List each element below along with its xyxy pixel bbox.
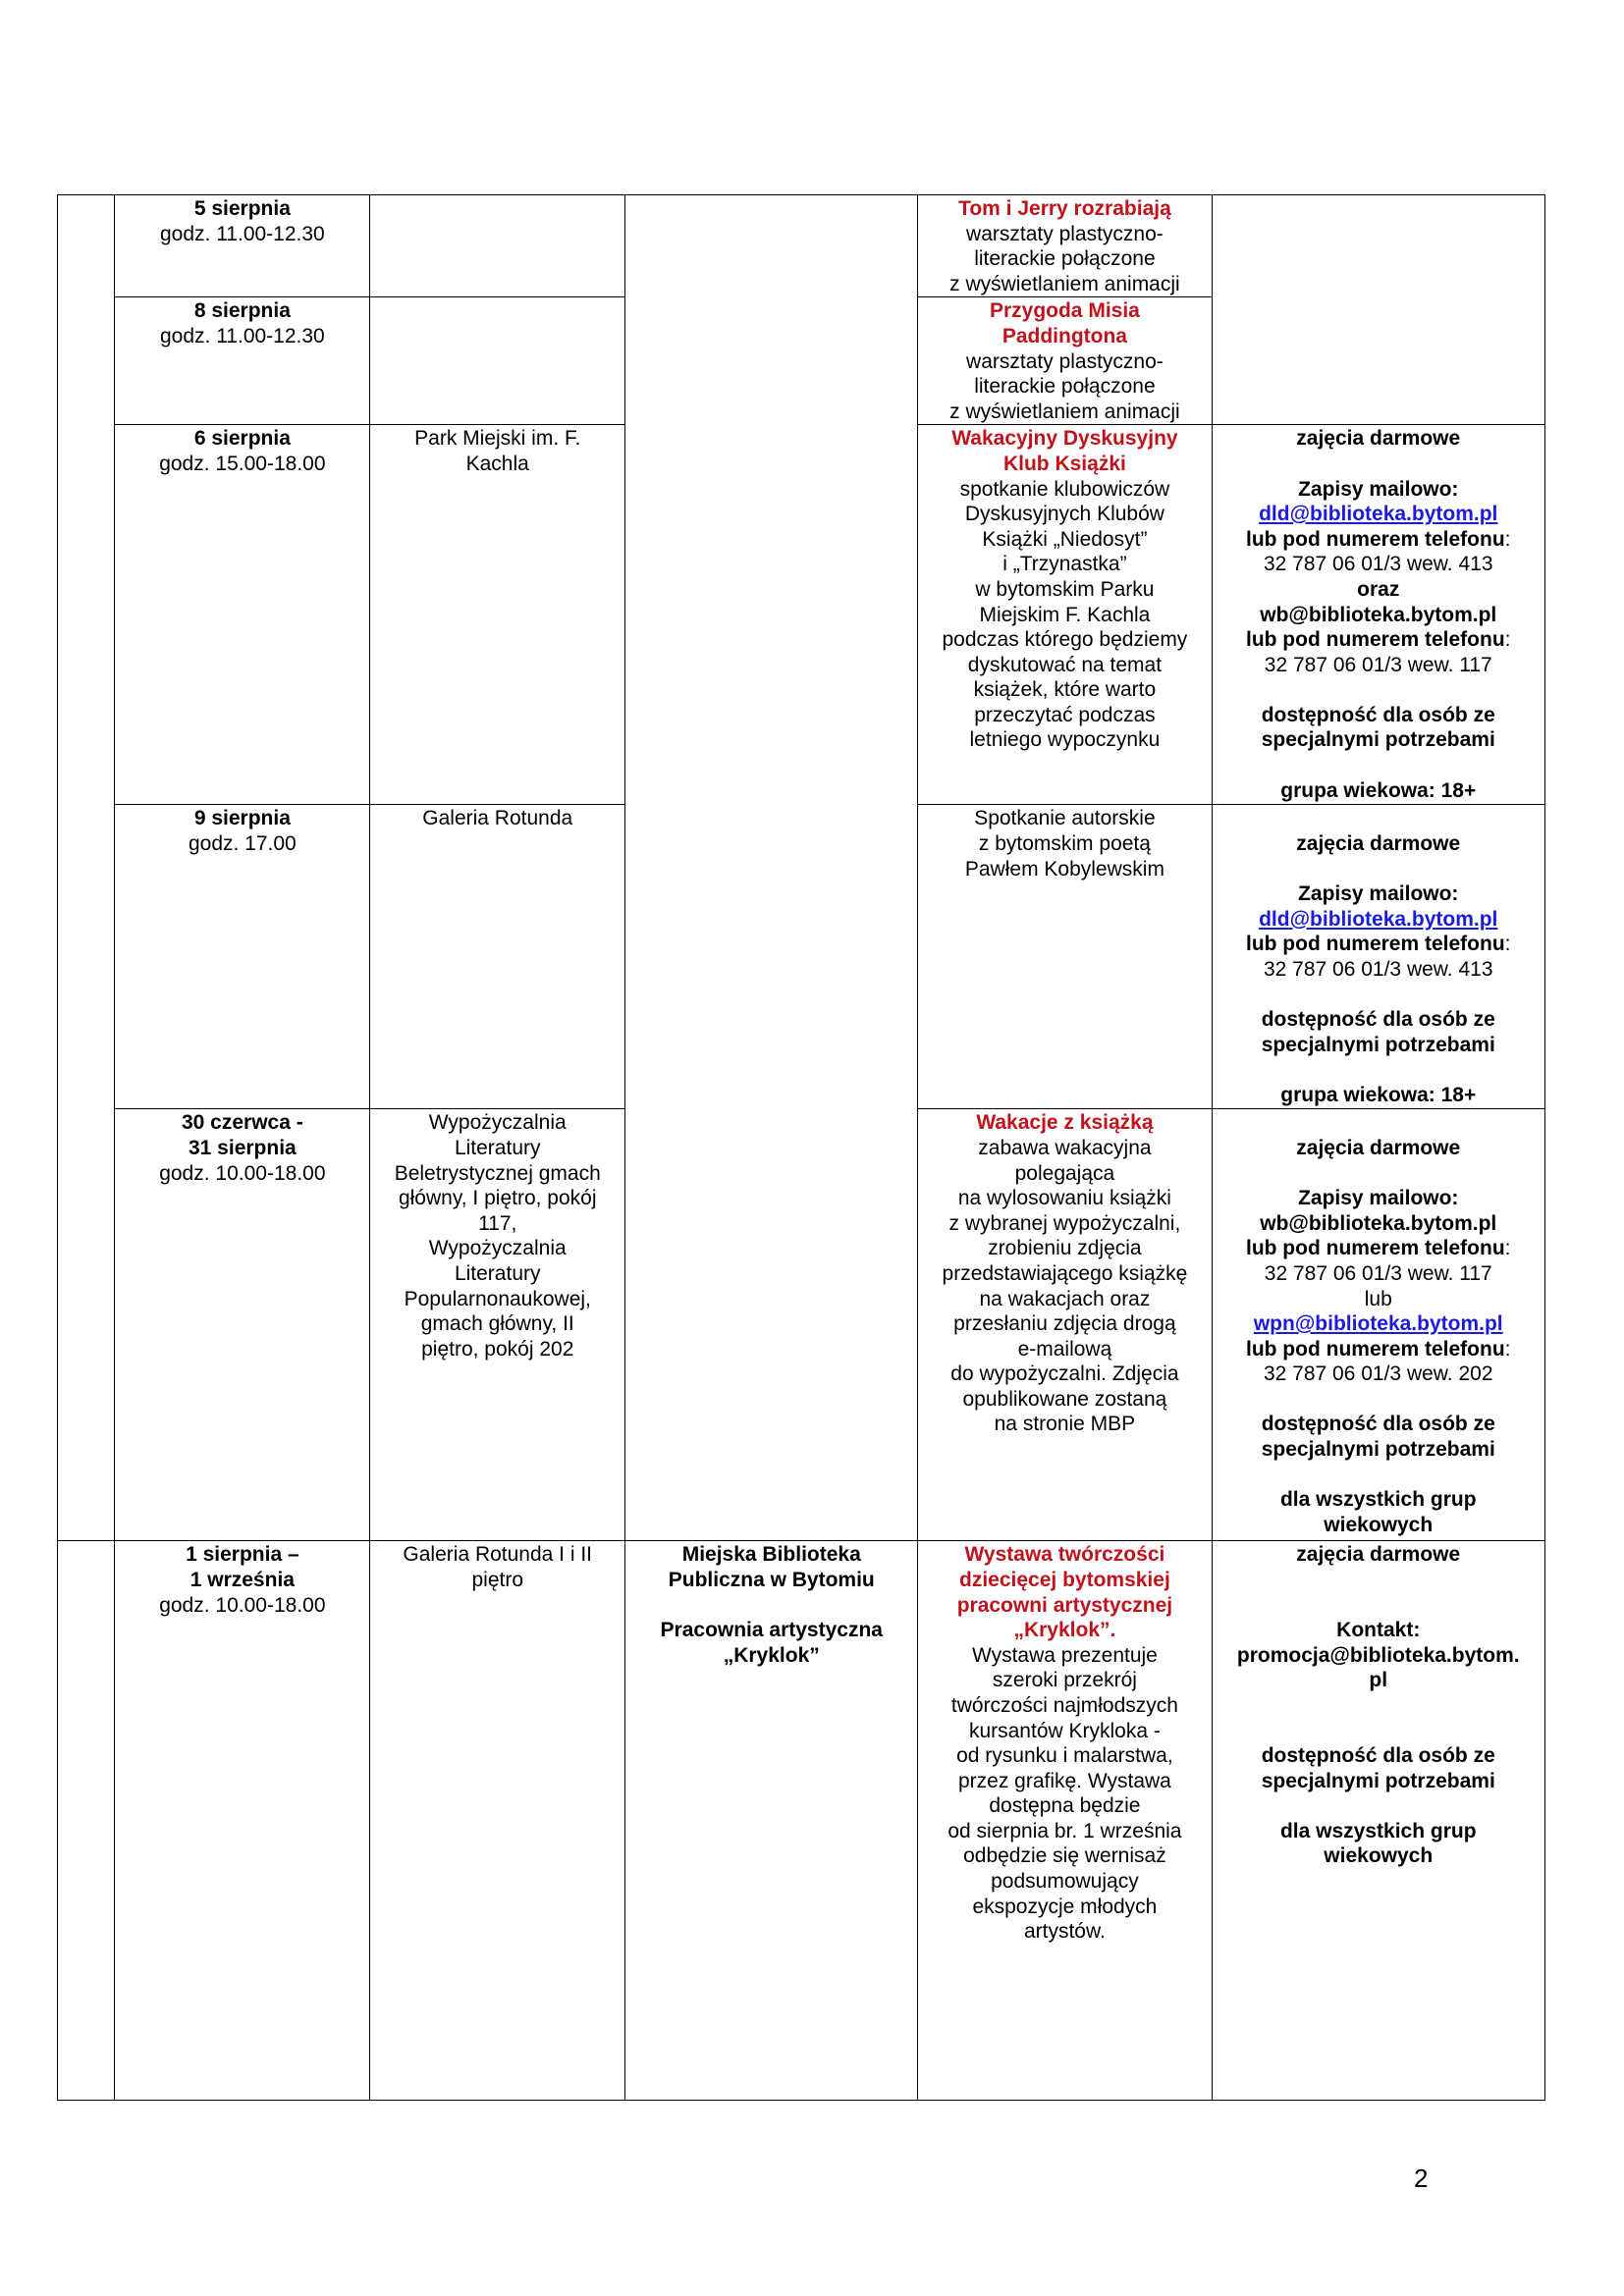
event-time: godz. 17.00 bbox=[188, 831, 297, 855]
table-row bbox=[58, 1541, 1545, 2101]
place-cell bbox=[370, 805, 625, 1109]
event-desc-line: w bytomskim Parku bbox=[975, 577, 1155, 601]
place-line: piętro bbox=[471, 1568, 523, 1591]
place-line: Beletrystycznej gmach bbox=[394, 1161, 601, 1185]
event-title: Wakacje z książką bbox=[976, 1111, 1154, 1135]
event-desc-line: od sierpnia br. 1 września bbox=[947, 1819, 1182, 1842]
email-text: wb@biblioteka.bytom.pl bbox=[1260, 603, 1497, 626]
place-line: główny, I piętro, pokój bbox=[398, 1187, 597, 1210]
event-title: Wakacyjny Dyskusyjny bbox=[951, 427, 1178, 451]
event-desc-line: twórczości najmłodszych bbox=[950, 1693, 1178, 1717]
phone-label: lub pod numerem telefonu bbox=[1245, 527, 1505, 551]
phone-number: 32 787 06 01/3 wew. 413 bbox=[1263, 553, 1493, 576]
place-line: Galeria Rotunda I i II bbox=[403, 1543, 593, 1567]
phone-label: lub pod numerem telefonu bbox=[1245, 628, 1505, 652]
place-cell bbox=[370, 195, 625, 297]
accessibility-note: specjalnymi potrzebami bbox=[1261, 1769, 1495, 1792]
phone-label: lub pod numerem telefonu bbox=[1245, 1237, 1505, 1260]
free-label: zajęcia darmowe bbox=[1296, 831, 1461, 855]
event-time: godz. 10.00-18.00 bbox=[159, 1161, 326, 1185]
event-desc-line: na stronie MBP bbox=[994, 1413, 1136, 1436]
event-desc-line: z bytomskim poetą bbox=[978, 831, 1151, 855]
event-desc-line: przedstawiającego książkę bbox=[942, 1261, 1188, 1285]
event-desc-line: przez grafikę. Wystawa bbox=[957, 1769, 1171, 1792]
event-desc-line: z wyświetlaniem animacji bbox=[949, 400, 1180, 423]
info-cell: zajęcia darmowe Zapisy mailowo: dld@biblioteka.bytom.pl lub pod numerem telefonu: 32 787 06 01/3 wew. 413 oraz wb@biblioteka.bytom.pl lub pod numerem telefonu: 32 787 06 01/3 wew. 117 dostępność dla osób ze specjalnymi potrzebami grupa wiekowa: 18+ bbox=[1212, 425, 1545, 805]
age-group: wiekowych bbox=[1324, 1844, 1434, 1868]
info-cell: zajęcia darmowe Zapisy mailowo: wb@biblioteka.bytom.pl lub pod numerem telefonu: 32 787 06 01/3 wew. 117 lub wpn@biblioteka.bytom.pl lub pod numerem telefonu: 32 787 06 01/3 wew. 202 dostępność dla osób ze specjalnymi potrzebami dla wszystkich grup wiekowych bbox=[1212, 1109, 1545, 1541]
place-cell bbox=[370, 297, 625, 425]
event-title: dziecięcej bytomskiej bbox=[959, 1568, 1170, 1591]
email-link[interactable]: wpn@biblioteka.bytom.pl bbox=[1253, 1312, 1503, 1336]
accessibility-note: dostępność dla osób ze bbox=[1261, 1744, 1495, 1768]
event-desc-line: kursantów Krykloka - bbox=[968, 1719, 1161, 1742]
free-label: zajęcia darmowe bbox=[1296, 1136, 1461, 1159]
organizer-cell bbox=[625, 1541, 918, 2101]
place-line: gmach główny, II bbox=[420, 1312, 574, 1336]
event-desc-line: dostępna będzie bbox=[989, 1794, 1141, 1818]
organizer-name: Publiczna w Bytomiu bbox=[668, 1568, 875, 1591]
event-time: godz. 10.00-18.00 bbox=[159, 1593, 326, 1617]
accessibility-note: dostępność dla osób ze bbox=[1261, 1413, 1495, 1436]
event-date: 6 sierpnia bbox=[193, 427, 291, 451]
event-desc-line: artystów. bbox=[1023, 1920, 1106, 1944]
event-title: Przygoda Misia bbox=[989, 299, 1140, 323]
accessibility-note: dostępność dla osób ze bbox=[1261, 1008, 1495, 1032]
event-desc-line: Pawłem Kobylewskim bbox=[964, 857, 1164, 881]
age-group: grupa wiekowa: 18+ bbox=[1280, 778, 1477, 802]
co-organizer-name: Pracownia artystyczna bbox=[660, 1619, 883, 1642]
table-row bbox=[58, 195, 1545, 297]
event-desc-line: do wypożyczalni. Zdjęcia bbox=[950, 1362, 1179, 1386]
organizer-name: Miejska Biblioteka bbox=[681, 1543, 861, 1567]
event-time: godz. 15.00-18.00 bbox=[159, 452, 326, 475]
event-desc-line: podczas którego będziemy bbox=[942, 628, 1188, 652]
age-group: dla wszystkich grup bbox=[1279, 1819, 1477, 1842]
accessibility-note: specjalnymi potrzebami bbox=[1261, 1033, 1495, 1056]
accessibility-note: specjalnymi potrzebami bbox=[1261, 1438, 1495, 1462]
place-cell bbox=[370, 1541, 625, 2101]
event-desc-line: Spotkanie autorskie bbox=[974, 807, 1156, 830]
place-line: Park Miejski im. F. bbox=[414, 427, 581, 451]
event-desc-line: zrobieniu zdjęcia bbox=[988, 1237, 1142, 1260]
event-desc-line: przeczytać podczas bbox=[974, 703, 1156, 726]
place-line: Popularnonaukowej, bbox=[404, 1287, 591, 1310]
event-date: 5 sierpnia bbox=[193, 197, 291, 220]
place-line: Literatury bbox=[454, 1136, 541, 1159]
event-title: Paddingtona bbox=[1001, 324, 1127, 347]
phone-number: 32 787 06 01/3 wew. 413 bbox=[1263, 957, 1493, 981]
accessibility-note: specjalnymi potrzebami bbox=[1261, 728, 1495, 752]
event-desc-line: literackie połączone bbox=[974, 375, 1156, 399]
event-desc-line: e-mailową bbox=[1017, 1337, 1112, 1361]
event-desc-line: warsztaty plastyczno- bbox=[966, 222, 1164, 245]
event-desc-line: opublikowane zostaną bbox=[962, 1387, 1167, 1411]
signup-label: Zapisy mailowo: bbox=[1298, 477, 1459, 501]
info-cell: zajęcia darmowe Zapisy mailowo: dld@biblioteka.bytom.pl lub pod numerem telefonu: 32 787 06 01/3 wew. 413 dostępność dla osób ze specjalnymi potrzebami grupa wiekowa: 18+ bbox=[1212, 805, 1545, 1109]
event-cell bbox=[918, 297, 1212, 425]
event-desc-line: Miejskim F. Kachla bbox=[979, 603, 1151, 626]
email-link[interactable]: dld@biblioteka.bytom.pl bbox=[1259, 907, 1498, 931]
place-line: Wypożyczalnia bbox=[428, 1111, 567, 1135]
event-desc-line: odbędzie się wernisaż bbox=[963, 1844, 1166, 1868]
place-line: piętro, pokój 202 bbox=[421, 1337, 574, 1361]
age-group: dla wszystkich grup bbox=[1279, 1488, 1477, 1512]
event-title: Klub Książki bbox=[1002, 452, 1126, 475]
signup-label: Zapisy mailowo: bbox=[1298, 1187, 1459, 1210]
event-desc-line: na wakacjach oraz bbox=[979, 1287, 1151, 1310]
date-cell bbox=[115, 297, 370, 425]
date-cell bbox=[115, 1109, 370, 1541]
organizer-cell bbox=[625, 195, 918, 1541]
event-time: godz. 11.00-12.30 bbox=[159, 222, 325, 245]
accessibility-note: dostępność dla osób ze bbox=[1261, 703, 1495, 726]
info-cell bbox=[1212, 195, 1545, 425]
event-desc-line: warsztaty plastyczno- bbox=[966, 349, 1164, 373]
event-cell bbox=[918, 805, 1212, 1109]
place-line: Literatury bbox=[454, 1261, 541, 1285]
event-time: godz. 11.00-12.30 bbox=[159, 324, 325, 347]
date-cell bbox=[115, 1541, 370, 2101]
event-cell bbox=[918, 1109, 1212, 1541]
co-organizer-name: „Kryklok” bbox=[723, 1643, 820, 1667]
event-desc-line: z wyświetlaniem animacji bbox=[949, 272, 1180, 295]
event-desc-line: na wylosowaniu książki bbox=[957, 1187, 1171, 1210]
date-cell bbox=[115, 805, 370, 1109]
email-link[interactable]: dld@biblioteka.bytom.pl bbox=[1259, 503, 1498, 526]
place-cell bbox=[370, 1109, 625, 1541]
event-date: 8 sierpnia bbox=[193, 299, 291, 323]
event-desc-line: szeroki przekrój bbox=[992, 1669, 1137, 1692]
event-title: Wystawa twórczości bbox=[964, 1543, 1165, 1567]
event-date: 31 sierpnia bbox=[188, 1136, 297, 1159]
phone-label: lub pod numerem telefonu bbox=[1245, 1337, 1505, 1361]
phone-number: 32 787 06 01/3 wew. 117 bbox=[1264, 653, 1492, 676]
event-desc-line: literackie połączone bbox=[974, 247, 1156, 271]
date-cell bbox=[115, 195, 370, 297]
event-title: „Kryklok”. bbox=[1013, 1619, 1116, 1642]
phone-label: lub pod numerem telefonu bbox=[1245, 933, 1505, 956]
contact-label: Kontakt: bbox=[1336, 1619, 1421, 1642]
event-cell bbox=[918, 425, 1212, 805]
place-line: 117, bbox=[478, 1211, 517, 1235]
age-group: wiekowych bbox=[1324, 1513, 1434, 1536]
email-text: wb@biblioteka.bytom.pl bbox=[1260, 1211, 1497, 1235]
signup-label: Zapisy mailowo: bbox=[1298, 882, 1459, 906]
phone-number: 32 787 06 01/3 wew. 117 bbox=[1264, 1261, 1492, 1285]
lp-cell bbox=[58, 195, 115, 1541]
place-cell bbox=[370, 425, 625, 805]
event-desc-line: polegająca bbox=[1014, 1161, 1115, 1185]
event-desc-line: ekspozycje młodych bbox=[972, 1895, 1158, 1918]
place-line: Wypożyczalnia bbox=[428, 1237, 567, 1260]
event-date: 1 sierpnia – bbox=[186, 1543, 299, 1567]
event-date: 30 czerwca - bbox=[181, 1111, 303, 1135]
date-cell bbox=[115, 425, 370, 805]
event-title: pracowni artystycznej bbox=[956, 1593, 1173, 1617]
page-number: 2 bbox=[1414, 2163, 1429, 2193]
event-cell bbox=[918, 1541, 1212, 2101]
email-text: pl bbox=[1369, 1669, 1388, 1692]
event-desc-line: spotkanie klubowiczów bbox=[959, 477, 1170, 501]
place-line: Galeria Rotunda bbox=[422, 807, 573, 830]
event-desc-line: z wybranej wypożyczalni, bbox=[948, 1211, 1181, 1235]
email-text: promocja@biblioteka.bytom. bbox=[1236, 1643, 1520, 1667]
event-desc-line: letniego wypoczynku bbox=[969, 728, 1161, 752]
conjunction: lub bbox=[1364, 1287, 1392, 1310]
free-label: zajęcia darmowe bbox=[1296, 1543, 1461, 1567]
place-line: Kachla bbox=[465, 452, 529, 475]
event-desc-line: podsumowujący bbox=[991, 1870, 1139, 1894]
lp-cell bbox=[58, 1541, 115, 2101]
event-desc-line: zabawa wakacyjna bbox=[978, 1136, 1152, 1159]
event-desc-line: przesłaniu zdjęcia drogą bbox=[953, 1312, 1176, 1336]
info-cell bbox=[1212, 1541, 1545, 2101]
conjunction: oraz bbox=[1357, 577, 1400, 601]
event-desc-line: i „Trzynastka” bbox=[1002, 553, 1127, 576]
event-desc-line: Książki „Niedosyt” bbox=[982, 527, 1148, 551]
event-title: Tom i Jerry rozrabiają bbox=[958, 197, 1171, 220]
schedule-table bbox=[57, 194, 1545, 2101]
event-desc-line: od rysunku i malarstwa, bbox=[956, 1744, 1173, 1768]
free-label: zajęcia darmowe bbox=[1296, 427, 1461, 451]
phone-number: 32 787 06 01/3 wew. 202 bbox=[1263, 1362, 1493, 1386]
event-desc-line: Dyskusyjnych Klubów bbox=[964, 503, 1164, 526]
event-cell bbox=[918, 195, 1212, 297]
event-date: 1 września bbox=[189, 1568, 295, 1591]
event-desc-line: Wystawa prezentuje bbox=[971, 1643, 1158, 1667]
event-desc-line: książek, które warto bbox=[973, 678, 1157, 702]
age-group: grupa wiekowa: 18+ bbox=[1280, 1083, 1477, 1106]
event-date: 9 sierpnia bbox=[193, 807, 291, 830]
event-desc-line: dyskutować na temat bbox=[967, 653, 1163, 676]
